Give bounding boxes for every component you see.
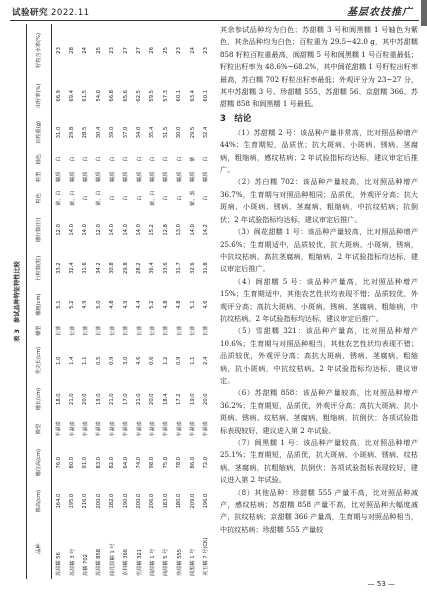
table-cell: 长锥	[82, 325, 89, 337]
page-number: — 53 —	[367, 580, 395, 588]
table-cell: 21.0	[69, 393, 76, 405]
table-cell: 27	[136, 47, 143, 54]
table-cell: 30.4	[95, 126, 102, 139]
table-cell: 阆甜糯 5 号	[163, 548, 170, 576]
table-cell: 糯质	[69, 171, 76, 182]
column-header: 品种	[35, 543, 42, 554]
table-cell: 糯质	[136, 171, 143, 182]
table-cell: 1.0	[55, 356, 62, 365]
table-cell: 98.0	[149, 456, 156, 469]
table-cell: 苏甜糯 56	[56, 552, 63, 576]
section-heading: 3 结论	[220, 113, 252, 124]
table-cell: 0.9	[176, 356, 183, 365]
table-cell: 75.0	[162, 456, 169, 469]
table-cell: 72.0	[202, 456, 209, 469]
table-cell: 半紧凑	[96, 421, 103, 437]
table-cell: 83.0	[95, 456, 102, 469]
table-cell: 28.2	[136, 262, 143, 274]
table-cell: 4.8	[109, 300, 116, 309]
table-cell: 半紧凑	[136, 421, 143, 437]
table-cell: 糯质	[149, 171, 156, 182]
table-cell: 14.0	[69, 224, 76, 236]
column-header: 轴色	[35, 153, 42, 165]
table-cell: 17.0	[122, 393, 129, 405]
table-cell: 23	[55, 47, 62, 54]
table-cell: 19.0	[189, 393, 196, 405]
table-cell: 62.5	[136, 90, 143, 102]
table-cell: 32.4	[69, 262, 76, 274]
table-cell: 糯质	[96, 171, 103, 182]
table-cell: 91.0	[82, 456, 89, 469]
table-cell: 0.5	[95, 356, 102, 365]
table-cell: 白	[163, 195, 170, 201]
table-cell: 25	[95, 47, 102, 54]
table-cell: 17.2	[176, 393, 183, 405]
table-cell: 19.0	[95, 393, 102, 405]
conclusion-list	[220, 127, 418, 536]
rotated-table	[10, 24, 212, 579]
table-row	[186, 24, 199, 579]
table-cell: 23	[202, 47, 209, 54]
table-cell: 5.1	[55, 300, 62, 309]
table-cell: 24	[82, 47, 89, 54]
table-cell: 28	[69, 47, 76, 54]
table-cell: 紫	[190, 156, 197, 162]
table-cell: 白	[56, 156, 63, 162]
table-cell: 黄、白	[96, 190, 103, 206]
table-cell: 30.0	[176, 126, 183, 139]
table-cell: 糯质	[109, 171, 116, 182]
table-cell: 长锥	[136, 325, 143, 337]
table-cell: 长锥	[56, 325, 63, 337]
table-cell: 182.0	[109, 493, 116, 509]
table-cell: 长锥	[69, 325, 76, 337]
table-cell: 190.0	[122, 493, 129, 509]
table-cell: 糯质	[163, 171, 170, 182]
table-cell: 33.6	[162, 262, 169, 274]
table-cell: 63.4	[189, 90, 196, 102]
column-header: 穗位高(cm)	[35, 448, 42, 477]
table-cell: 26	[149, 47, 156, 54]
column-header: 粒色	[35, 193, 42, 204]
table-cell: 糯质	[82, 171, 89, 182]
table-cell: 半紧凑	[82, 421, 89, 437]
table-cell: 白	[96, 156, 103, 162]
table-cell: 14.2	[202, 224, 209, 236]
table-cell: 紫、黑	[190, 190, 197, 206]
table-cell: 半紧凑	[176, 421, 183, 437]
table-cell: 21.0	[136, 393, 143, 405]
conclusion-paragraph: （4）阆甜糯 5 号：该品种产量高，比对照品种增产 15%；生育期适中，其他农艺性状均表现不错；品质较优，外观评分高；高抗大斑病、小斑病、锈病、茎腐病、粗缩病，中抗纹枯病。2 年试验指标均达标，建议审定后推广。	[220, 276, 418, 323]
table-cell: 白	[176, 156, 183, 162]
table-cell: 33.2	[55, 262, 62, 274]
conclusion-paragraph: （5）雪甜糯 321：该品种产量高，比对照品种增产 10.6%；生育期与对照品种相当，其他农艺性状均表现不错；品质较优，外观评分高；高抗大斑病、锈病、茎腐病、粗缩病，抗小斑病，中抗纹枯病。2 年试验指标均达标，建议审定。	[220, 326, 418, 385]
table-cell: 雪甜糯 321	[136, 548, 143, 576]
column-header: 行粒数(粒)	[35, 255, 42, 281]
intro-paragraph: 其余参试品种均为白色；苏甜糯 3 号和阆黑糯 1 号轴色为紫色，其余品种均为白色；百粒重为 29.5~42.0 g，其中苏甜糯 858 籽粒百粒重最高，阆甜糯 5 号和阆黑糯 1 号百粒重最低；籽粒出籽率为 48.6%~68.2%，其中阆花甜糯 1 号籽粒出籽率最高，苏白糯 702 籽粒出籽率最低；外观评分为 23~27 分，其中苏甜糯 3 号、珍甜糯 555、苏甜糯 56、京甜糯 366、苏甜糯 858 和阆黑糯 1 号最低。	[220, 25, 418, 109]
table-cell: 白	[163, 156, 170, 162]
table-cell: 4.8	[176, 300, 183, 309]
trait-comparison-table	[26, 24, 212, 579]
table-cell: 30.8	[109, 262, 116, 274]
table-cell: 66.8	[109, 90, 116, 102]
table-cell: 14.0	[136, 224, 143, 236]
table-cell: 4.6	[202, 300, 209, 309]
table-cell: 39.0	[109, 126, 116, 139]
conclusion-paragraph: （7）阆黑糯 1 号：该品种产量较高，比对照品种增产 25.1%；生育期短，品质优，抗大斑病、小斑病、锈病、纹枯病、茎腐病，抗粗缩病，抗倒伏；各项试验指标表现较好，建议进入第 2 年试验。	[220, 438, 418, 485]
table-caption: 表 3 参试品种特征特性比较	[14, 261, 21, 342]
table-cell: 61.5	[82, 90, 89, 102]
table-cell: 糯质	[176, 171, 183, 182]
column-header: 籽粒含水率(%)	[35, 32, 42, 68]
table-cell: 23	[176, 47, 183, 54]
conclusion-paragraph: （2）苏白糯 702：该品种产量较高，比对照品种增产 36.7%，生育期与对照品种相同；品质优，外观评分高；抗大斑病、小斑病、锈病、茎腐病、粗缩病，中抗纹枯病；抗倒伏；2 年试验指标均达标，建议审定后推广。	[220, 177, 418, 224]
table-row	[79, 24, 92, 579]
table-cell: 29.8	[122, 262, 129, 274]
table-cell: 4.4	[136, 300, 143, 309]
table-cell: 3.0	[122, 356, 129, 365]
table-cell: 32.6	[189, 262, 196, 274]
column-header: 穗长(cm)	[35, 388, 42, 411]
journal-issue: 2022.11	[51, 8, 90, 18]
table-cell: 18.4	[162, 393, 169, 405]
table-cell: 5.1	[189, 300, 196, 309]
table-cell: 糯质	[203, 171, 210, 182]
table-cell: 黄、白	[149, 190, 156, 206]
table-row	[159, 24, 172, 579]
table-cell: 200.0	[136, 493, 143, 509]
table-cell: 白	[136, 195, 143, 201]
table-cell: 164.0	[55, 493, 62, 509]
table-row	[146, 24, 159, 579]
table-cell: 半紧凑	[109, 421, 116, 437]
running-header-left	[12, 6, 90, 18]
table-cell: 白	[203, 156, 210, 162]
table-cell: 32.4	[202, 126, 209, 139]
table-cell: 57.3	[162, 90, 169, 102]
table-cell: 半紧凑	[56, 421, 63, 437]
table-cell: 长锥	[123, 325, 130, 337]
table-cell: 15.2	[149, 224, 156, 236]
table-cell: 糯质	[190, 171, 197, 182]
table-row	[65, 24, 78, 579]
table-cell: 半紧凑	[163, 421, 170, 437]
table-cell: 78.0	[176, 456, 183, 469]
table-cell: 阆花甜糯 1 号	[109, 543, 116, 576]
table-cell: 35.4	[149, 126, 156, 139]
table-cell: 180.0	[176, 493, 183, 509]
table-cell: 0.9	[109, 356, 116, 365]
table-cell: 65.6	[122, 90, 129, 102]
table-cell: 半紧凑	[123, 421, 130, 437]
table-cell: 半紧凑	[149, 421, 156, 437]
table-cell: 1.1	[82, 356, 89, 365]
column-header: 百粒重(g)	[35, 121, 42, 144]
table-cell: 29.8	[69, 126, 76, 139]
table-cell: 13.0	[176, 224, 183, 236]
table-cell: 31.8	[202, 262, 209, 274]
table-cell: 长锥	[96, 325, 103, 337]
table-row	[173, 24, 186, 579]
table-cell: 31.5	[162, 126, 169, 139]
table-cell: 5.2	[69, 300, 76, 309]
journal-name: 试验研究	[12, 8, 49, 18]
table-cell: 209.0	[189, 493, 196, 509]
table-cell: 白	[176, 195, 183, 201]
table-cell: 白	[82, 195, 89, 201]
table-cell: 60.1	[176, 90, 183, 102]
table-cell: 白	[203, 195, 210, 201]
table-cell: 60.1	[202, 90, 209, 102]
table-cell: 长锥	[190, 325, 197, 337]
table-cell: 59.5	[149, 90, 156, 102]
table-cell: 27	[122, 47, 129, 54]
table-cell: 珍甜糯 555	[176, 548, 183, 576]
table-cell: 25	[162, 47, 169, 54]
table-row	[199, 24, 212, 579]
table-row	[119, 24, 132, 579]
table-cell: 白	[123, 156, 130, 162]
table-cell: 34.2	[95, 262, 102, 274]
table-cell: 白	[149, 156, 156, 162]
table-cell: 阆甜糯 1 号	[149, 548, 156, 576]
table-cell: 69.4	[69, 90, 76, 102]
table-cell: 86.0	[189, 456, 196, 469]
table-cell: 长锥	[149, 325, 156, 337]
rotated-table-slot	[10, 24, 212, 579]
header-rule	[10, 20, 419, 21]
table-cell: 黄、白	[69, 190, 76, 206]
table-cell: 12.0	[95, 224, 102, 236]
table-cell: 1.1	[189, 356, 196, 365]
table-cell: 28.5	[82, 126, 89, 139]
table-cell: 14.0	[109, 224, 116, 236]
table-cell: 1.4	[69, 356, 76, 365]
table-row	[132, 24, 145, 579]
table-cell: 1.2	[162, 356, 169, 365]
table-cell: 黄、白	[56, 190, 63, 206]
column-header: 株型	[35, 423, 42, 435]
table-cell: 白	[109, 195, 116, 201]
table-cell: 长锥	[109, 325, 116, 337]
table-cell: 29.5	[189, 126, 196, 139]
table-cell: 4.9	[122, 300, 129, 309]
table-cell: 长锥	[163, 325, 170, 337]
table-cell: 54.0	[95, 90, 102, 102]
table-cell: 长锥	[176, 325, 183, 337]
table-cell: 糯质	[123, 171, 130, 182]
table-row	[92, 24, 105, 579]
table-cell: 12.0	[55, 224, 62, 236]
table-cell: 京科糯 366	[123, 548, 130, 576]
column-header: 秃尖长(cm)	[35, 346, 42, 375]
table-cell: 糯质	[56, 171, 63, 182]
table-cell: 36.4	[149, 262, 156, 274]
table-cell: 12.8	[162, 224, 169, 236]
table-cell: 80.0	[69, 456, 76, 469]
edge-tab	[421, 0, 427, 26]
table-cell: 31.6	[82, 262, 89, 274]
table-cell: 半紧凑	[69, 421, 76, 437]
journal-logo-text: 基层农技推广	[347, 7, 413, 18]
table-row	[52, 24, 66, 579]
table-cell: 长锥	[203, 325, 210, 337]
table-cell: 美玉糯 7 号(CK)	[203, 537, 210, 576]
conclusion-paragraph: （6）苏甜糯 858：该品种产量较高，比对照品种增产 36.2%；生育期短，品质优，外观评分高；高抗大斑病、抗小斑病、锈病、纹枯病、茎腐病，粗缩病，抗倒伏；各项试验指标表现较好，建议进入第 2 年试验。	[220, 388, 418, 435]
table-cell: 64.0	[122, 456, 129, 469]
table-cell: 195.0	[69, 493, 76, 509]
table-cell: 196.0	[202, 493, 209, 509]
table-cell: 76.0	[55, 456, 62, 469]
table-cell: 66.9	[55, 90, 62, 102]
column-header: 株高(cm)	[35, 489, 42, 513]
table-cell: 31.0	[55, 126, 62, 139]
column-header: 穗行数(行)	[35, 217, 42, 243]
table-cell: 白	[109, 156, 116, 162]
conclusion-paragraph: （1）苏甜糯 2 号：该品种产量非常高，比对照品种增产 44%；生育期短，品质优；抗大斑病、小斑病、锈病、茎腐病，粗缩病，感纹枯病；2 年试验指标均达标，建议审定后推广。	[220, 127, 418, 175]
table-cell: 216.0	[82, 493, 89, 509]
table-cell: 21.0	[109, 393, 116, 405]
conclusion-paragraph: （3）阆花甜糯 1 号：该品种产量较高，比对照品种增产 25.6%；生育期适中，品质较优，抗大斑病、小斑病、锈病，中抗纹枯病、高抗茎腐病，粗缩病，2 年试验指标均达标，建议审定后推广。	[220, 227, 418, 274]
table-cell: 阆黑糯 1 号	[190, 548, 197, 576]
table-cell: 82.0	[109, 456, 116, 469]
table-header-row	[27, 24, 52, 579]
table-cell: 24	[189, 47, 196, 54]
table-cell: 20.0	[82, 393, 89, 405]
table-cell: 18.0	[55, 393, 62, 405]
table-cell: 苏甜糯 3 号	[69, 548, 76, 576]
table-cell: 2.4	[202, 356, 209, 365]
table-cell: 20.0	[202, 393, 209, 405]
table-cell: 苏甜糯 858	[96, 548, 103, 576]
column-header: 穗型	[35, 325, 42, 337]
table-cell: 0.6	[149, 356, 156, 365]
table-cell: 白	[123, 195, 130, 201]
table-cell: 5.0	[95, 300, 102, 309]
table-cell: 5.2	[149, 300, 156, 309]
table-cell: 20.0	[149, 393, 156, 405]
table-row	[106, 24, 119, 579]
table-cell: 白	[69, 156, 76, 162]
table-cell: 14.0	[122, 224, 129, 236]
table-cell: 4.8	[162, 300, 169, 309]
table-cell: 白	[82, 156, 89, 162]
table-cell: 206.0	[149, 493, 156, 509]
column-header: 穗粗(cm)	[35, 293, 42, 316]
text-column	[220, 24, 418, 536]
table-cell: 37.0	[122, 126, 129, 139]
column-header: 粒型	[35, 171, 42, 182]
table-cell: 半紧凑	[190, 421, 197, 437]
table-body	[52, 24, 213, 579]
table-cell: 74.0	[136, 456, 143, 469]
column-header: 出籽率(%)	[35, 83, 42, 109]
table-cell: 31.7	[176, 262, 183, 274]
table-cell: 4.6	[136, 356, 143, 365]
table-cell: 183.0	[162, 493, 169, 509]
table-cell: 14.0	[82, 224, 89, 236]
conclusion-paragraph: （8）其他品种：珍甜糯 555 产量不高，比对照品种减产，感纹枯病；苏甜糯 858 产量不高，比对照品种大幅度减产，抗纹枯病；京甜糯 366 产量高，生育期与对照品种相当，中抗纹枯病；珍甜糯 555 产量较	[220, 487, 418, 534]
table-cell: 白	[136, 156, 143, 162]
table-cell: 半紧凑	[203, 421, 210, 437]
table-cell: 200.0	[95, 493, 102, 509]
table-cell: 23	[109, 47, 116, 54]
table-cell: 14.0	[189, 224, 196, 236]
table-cell: 4.9	[82, 300, 89, 309]
table-cell: 34.0	[136, 126, 143, 139]
table-cell: 苏糯 702	[82, 554, 89, 576]
